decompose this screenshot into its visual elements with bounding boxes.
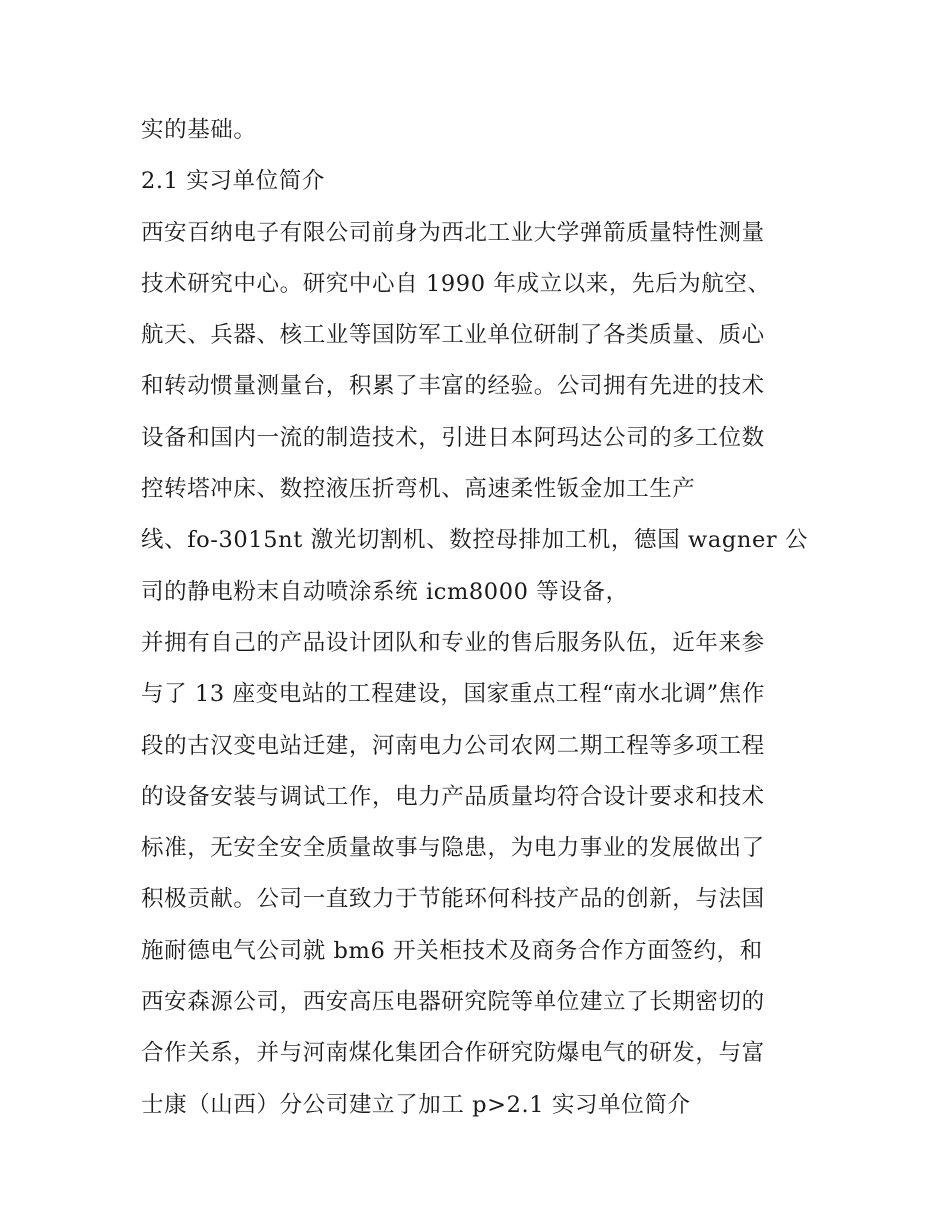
section-heading: 2.1 实习单位简介	[141, 168, 325, 195]
text-line: 控转塔冲床、数控液压折弯机、高速柔性钣金加工生产	[141, 476, 696, 503]
text-line: 标准，无安全安全质量故事与隐患，为电力事业的发展做出了	[141, 835, 765, 862]
text-line: 司的静电粉末自动喷涂系统 icm8000 等设备，	[141, 578, 629, 605]
text-line: 施耐德电气公司就 bm6 开关柜技术及商务合作方面签约，和	[141, 937, 763, 964]
text-line: 航天、兵器、核工业等国防军工业单位研制了各类质量、质心	[141, 322, 765, 349]
text-line: 线、fo-3015nt 激光切割机、数控母排加工机，德国 wagner 公	[141, 527, 809, 554]
text-line: 设备和国内一流的制造技术，引进日本阿玛达公司的多工位数	[141, 424, 765, 451]
text-line: 士康（山西）分公司建立了加工 p>2.1 实习单位简介	[141, 1091, 691, 1118]
text-line: 的设备安装与调试工作，电力产品质量均符合设计要求和技术	[141, 783, 765, 810]
text-line: 积极贡献。公司一直致力于节能环何科技产品的创新，与法国	[141, 886, 765, 913]
body-text	[141, 110, 831, 1136]
text-line: 并拥有自己的产品设计团队和专业的售后服务队伍，近年来参	[141, 629, 765, 656]
text-line: 技术研究中心。研究中心自 1990 年成立以来，先后为航空、	[141, 270, 771, 297]
text-line: 实的基础。	[141, 117, 257, 143]
text-line: 西安百纳电子有限公司前身为西北工业大学弹箭质量特性测量	[141, 219, 765, 246]
text-line: 段的古汉变电站迁建，河南电力公司农网二期工程等多项工程	[141, 732, 765, 759]
text-line: 和转动惯量测量台，积累了丰富的经验。公司拥有先进的技术	[141, 373, 765, 400]
text-line: 合作关系，并与河南煤化集团合作研究防爆电气的研发，与富	[141, 1040, 765, 1067]
text-line: 西安森源公司，西安高压电器研究院等单位建立了长期密切的	[141, 989, 765, 1016]
text-line: 与了 13 座变电站的工程建设，国家重点工程“南水北调”焦作	[141, 681, 765, 708]
